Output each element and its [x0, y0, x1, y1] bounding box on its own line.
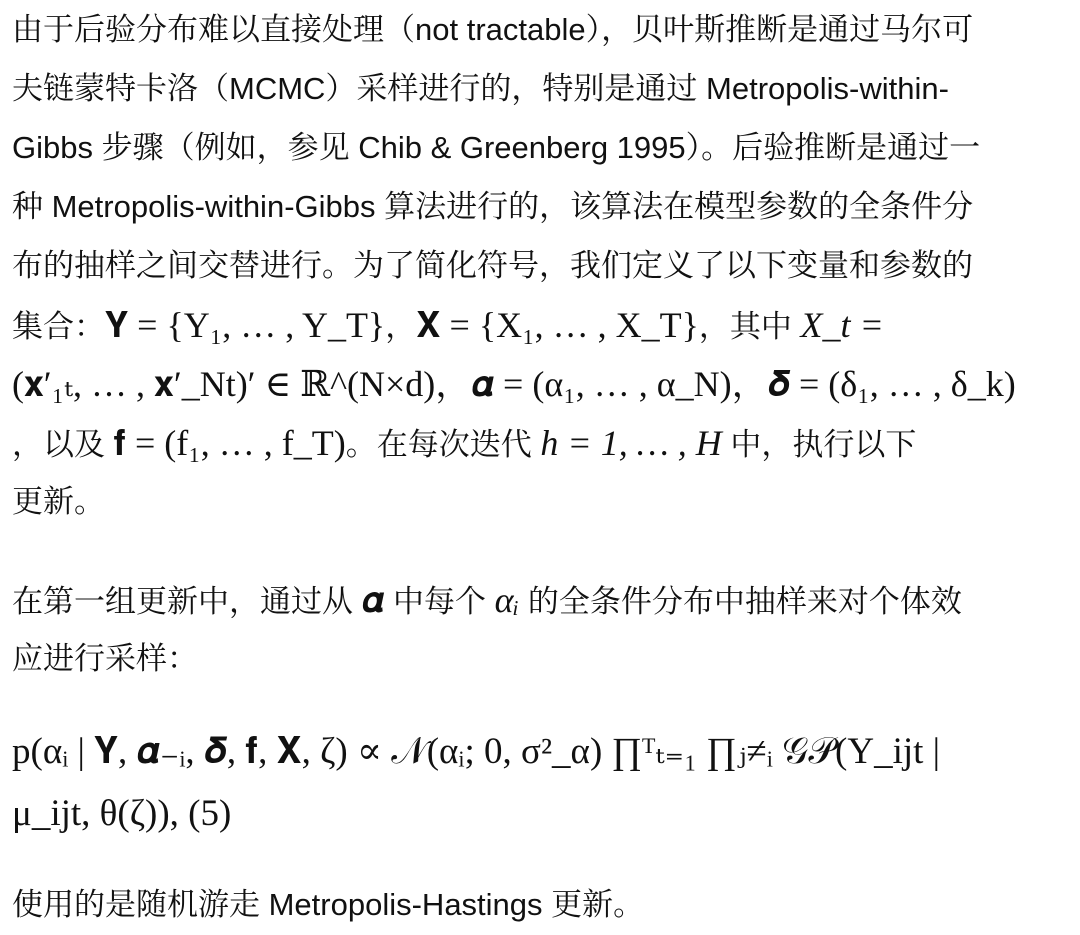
paragraph-3-line-1: 使用的是随机游走 Metropolis-Hastings 更新。: [12, 887, 645, 922]
text-segment: 的全条件分布中抽样来对个体效: [519, 584, 962, 619]
math-inline: X_t =: [800, 305, 884, 345]
text-segment: 中，执行以下: [721, 427, 917, 462]
text-segment: 集合：: [12, 309, 105, 344]
paragraph-2-line-2: 应进行采样：: [12, 641, 198, 676]
paragraph-1-line-1: 由于后验分布难以直接处理（not tractable），贝叶斯推断是通过马尔可: [12, 12, 974, 47]
equation-5-line-2: μ_ijt, θ(ζ)), (5): [12, 793, 232, 834]
equation-5-line-1: p(αᵢ | 𝐘, 𝜶₋ᵢ, 𝜹, 𝐟, 𝐗, ζ) ∝ 𝒩(αᵢ; 0, σ²_α) ∏ᵀₜ₌₁ ∏ⱼ≠ᵢ 𝒢𝒫(Y_ijt |: [12, 731, 941, 772]
text-segment: 。在每次迭代: [345, 427, 541, 462]
math-inline: 𝜶: [361, 580, 385, 620]
text-segment: ，其中: [698, 309, 801, 344]
math-inline: αᵢ: [494, 580, 520, 620]
text-segment: 在第一组更新中，通过从: [12, 584, 362, 619]
math-inline: 𝐗 = {X₁, … , X_T}: [416, 305, 699, 345]
paragraph-1-line-7: [12, 364, 1066, 406]
paragraph-1-line-9: 更新。: [12, 484, 105, 519]
math-inline: h = 1, … , H: [540, 423, 722, 463]
paragraph-1-line-5: 布的抽样之间交替进行。为了简化符号，我们定义了以下变量和参数的: [12, 248, 973, 283]
text-segment: ，以及: [12, 427, 114, 462]
paragraph-2-line-1: [12, 580, 1066, 622]
math-inline: 𝐘 = {Y₁, … , Y_T}: [105, 305, 386, 345]
paragraph-1-line-8: [12, 423, 1066, 465]
math-inline: (𝐱′₁ₜ, … , 𝐱′_Nt)′ ∈ ℝ^(N×d)，𝜶 = (α₁, … , α_N)，𝜹 = (δ₁, … , δ_k): [12, 364, 1016, 404]
text-segment: 中每个: [384, 584, 495, 619]
paragraph-1-line-3: Gibbs 步骤（例如，参见 Chib & Greenberg 1995）。后验推断是通过一: [12, 130, 981, 165]
text-segment: ，: [385, 309, 417, 344]
paragraph-1-line-6: [12, 305, 1066, 347]
paragraph-1-line-4: 种 Metropolis-within-Gibbs 算法进行的，该算法在模型参数的全条件分: [12, 189, 974, 224]
paragraph-1-line-2: 夫链蒙特卡洛（MCMC）采样进行的，特别是通过 Metropolis-within-: [12, 71, 949, 106]
math-inline: 𝐟 = (f₁, … , f_T): [113, 423, 346, 463]
